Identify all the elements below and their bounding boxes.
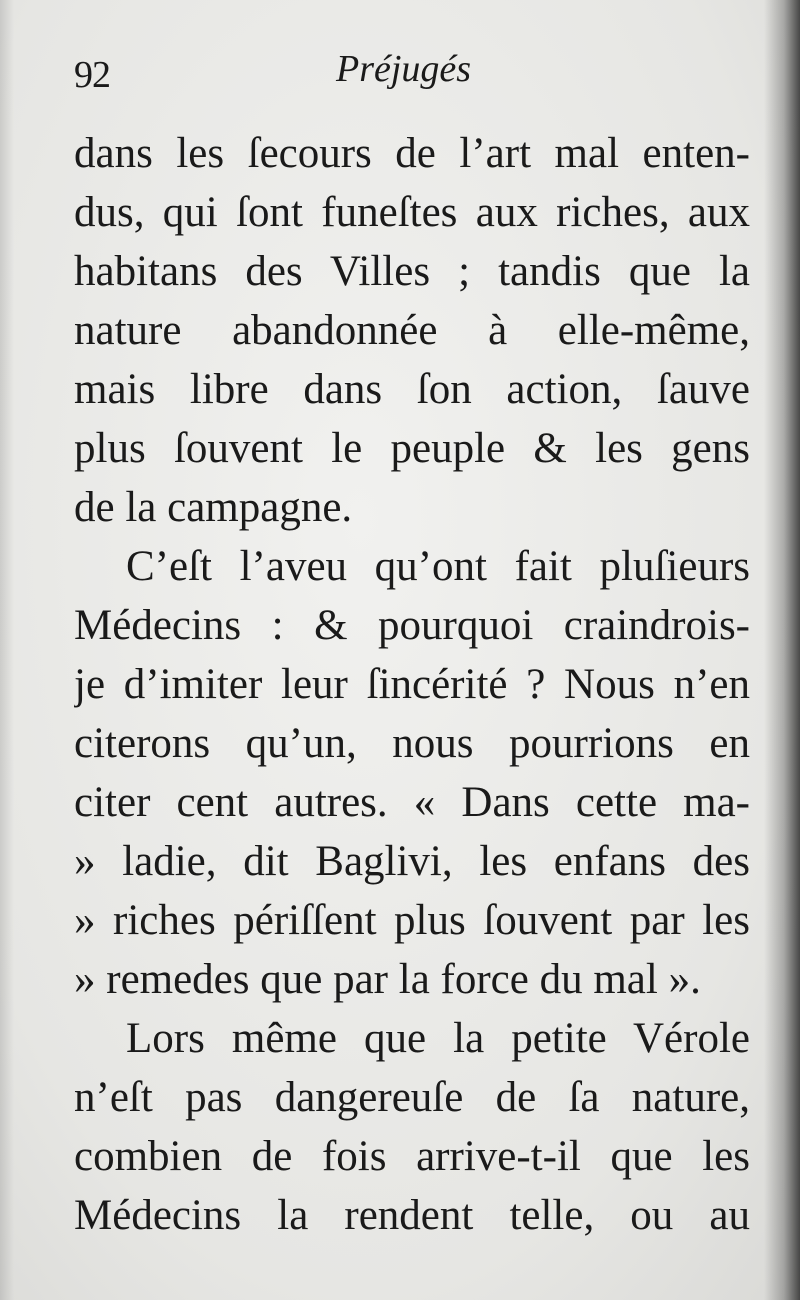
text-line: C’eſt l’aveu qu’ont fait pluſieurs: [126, 543, 750, 590]
text-line: citer cent autres. « Dans cette ma-: [74, 779, 750, 826]
text-line: » ladie, dit Baglivi, les enfans des: [74, 838, 750, 885]
text-line: dans les ſecours de l’art mal enten-: [74, 130, 750, 177]
text-line: je d’imiter leur ſincérité ? Nous n’en: [74, 661, 750, 708]
body-text: [74, 124, 750, 1245]
paragraph-2: [74, 537, 750, 1009]
text-line: citerons qu’un, nous pourrions en: [74, 720, 750, 767]
text-line: Médecins : & pourquoi craindrois-: [74, 602, 750, 649]
paragraph-1: [74, 124, 750, 537]
text-line: Médecins la rendent telle, ou au: [74, 1192, 750, 1239]
text-line: » remedes que par la force du mal ».: [74, 956, 701, 1003]
text-line: n’eſt pas dangereuſe de ſa nature,: [74, 1074, 750, 1121]
text-line: mais libre dans ſon action, ſauve: [74, 366, 750, 413]
page-header: [74, 48, 514, 98]
running-title: Préjugés: [336, 48, 472, 90]
page-number: 92: [74, 54, 110, 96]
text-line: combien de fois arrive-t-il que les: [74, 1133, 750, 1180]
paragraph-3: [74, 1009, 750, 1245]
text-line: plus ſouvent le peuple & les gens: [74, 425, 750, 472]
text-line: » riches périſſent plus ſouvent par les: [74, 897, 750, 944]
text-line: Lors même que la petite Vérole: [126, 1015, 750, 1062]
text-line: habitans des Villes ; tandis que la: [74, 248, 750, 295]
text-line: nature abandonnée à elle-même,: [74, 307, 750, 354]
text-line: dus, qui ſont funeſtes aux riches, aux: [74, 189, 750, 236]
text-line: de la campagne.: [74, 484, 353, 531]
